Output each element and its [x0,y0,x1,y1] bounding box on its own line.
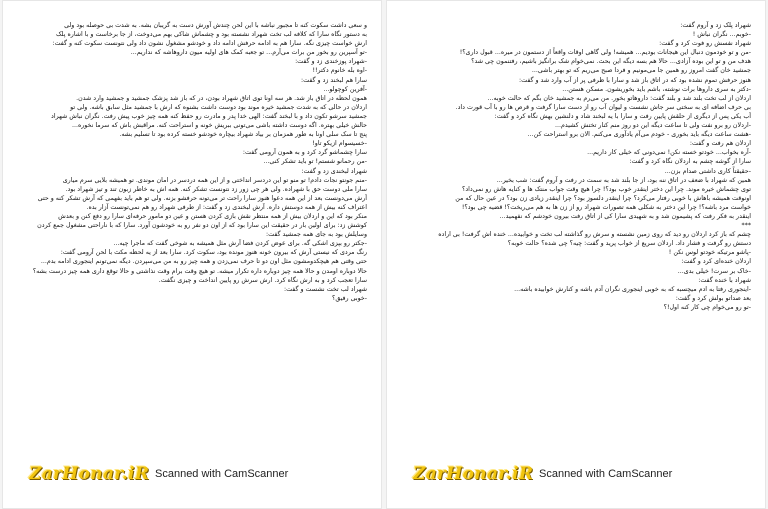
zarhonar-watermark-logo: ZarHonar.iR [413,464,534,484]
page-right-footer [409,464,751,486]
zarhonar-watermark-logo: ZarHonar.iR [29,464,150,484]
camscanner-label: Scanned with CamScanner [539,468,673,480]
camscanner-label: Scanned with CamScanner [155,468,289,480]
page-right [386,0,766,509]
page-right-text: شهراد پلک زد و آروم گفت: -خوبم... نگران نباش ! شهراد نفسش رو فوت کرد و گفت: -من و تو خودمون دنبال این هیجانات بودیم... همیشه! ولی گاهی اوقات واقعاً از دستمون در میره... قبول داری؟! هدف من و تو این بوده آزادی... حالا هم بسه دیگه این بحث. نمی‌خوام شک برانگیز باشیم، رفتنمون چی شد؟ جمشید خان گفت امروز رو همین جا می‌مونیم و فردا صبح می‌ریم که تو بهتر باشی... هنوز حرفش تموم نشده بود که در اتاق باز شد و سارا با ظرفی پر از آب وارد شد و گفت: -دکتر به سری داروها برات نوشته، باشم باید بخوریشون. مسکن هستن... اردلان از لب تخت بلند شد و بلند گفت: داروهاتو بخور. من می‌رم به جمشید خان بگم که حالت خوبه... بی حرف اضافه ای به سختی سر جاش نشست و لیوان آب رو از دست سارا گرفت و قرص ها رو با آب قورت داد. آب یکی پس از دیگری از حلقش پایین رفت و سارا با یه لبخند شاد و دلنشین بهش نگاه کرد و گفت: -اردلان رو برو نفت ولی تا ساعت دیگه این دو روز منم کنار تختش کشیدم... -هشت ساعت دیگه باید بخوری - خودم می‌آم یادآوری می‌کنم. الان برو استراحت کن... اردلان هم رفت و گفت: -آره بخواب... خودتو خسته نکن! نمی‌دونی که خیلی کار داریم... سارا از گوشه چشم به اردلان نگاه کرد و گفت: -حقیقتاً کاری داشتی صدام بزن... همین که شهراد با ضعف در اتاق ننه بود، از جا بلند شد به سمت در رفت و آروم گفت: شب بخیر... توی چشماش خیره موند. چرا این دختر اینقدر خوب بود؟! چرا هیچ وقت جواب منتک ها و کنایه هاش رو نمی‌داد؟ اونوقت همیشه باهاش با خوبی رفتار می‌کرد؟ چرا اینقدر دلسوز بود؟ چرا اینقدر زیادی زن بود؟ در عین حال که من خواست مرد باشه؟! چرا این دختر به شکلی همه تصورات شهراد رو از زن ها به هم می‌ریخت؟! قضیه چی بود؟! اینقدر به فکر رفت که پشیمون شد و به شهیدی سارا کی از اتاق رفت بیرون خودشم که نفهمید... *** چشم که باز کرد اردلان رو دید که روی زمین نشسته و سرش رو گذاشته لب تخت و خوابیده... خنده اش گرفت! بی اراده دستش رو گرفت و فشار داد. اردلان سریع از خواب پرید و گفت: چیه؟ چی شده؟ حالت خوبه؟ -پاشو مرتیکه خودتو لوس نکن ! اردلان خنده‌ای کرد و گفت: -خاک بر سرت! خیلی بدی... شهراد با خنده گفت: -اینجوری رفتا به ادم میچسبه که به خوبی اینجوری نگران آدم باشه و کنارش خوابیده باشه... بعد صدا‌تو بولش کرد و گفت: -تو رو می‌خوام چی کار کنه اول!؟ [438,22,751,311]
page-left [2,0,382,509]
page-left-text: و سعی داشت سکوت کنه تا مجبور نباشه با این لحن چندش آورش دست به گریبان بشه. به شدت بی حوصله بود ولی به دستور نگاه سارا که کلافه لب تخت شهراد نشسته بود و چشماش شاکی بهم می‌دوخت، از جا برخاست و با اشاره پلک ارش خواست چیزی نگه. سارا هم به ادامه حرفش ادامه داد و خودشو مشغول نشون داد ولی نتونست سکوت کنه و گفت: -تو آسپرین رو بخور من برات می‌آرم... تو جعبه کمک های اولیه میون داروهاشه که نداریم... -شهراد پوزخندی زد و گفت: -اوه بله خانوم دکتر!! سارا هم لبخند زد و گفت: -آفرین کوچولو... همون لحظه در اتاق باز شد. هر سه اونا توی اتاق شهراد بودن، در که باز شد پزشک جمشید و جمشید وارد شدن. اردلان در حالی که به شدت جمشید خیره موند بود دوست داشت بشنوه که ارش با جمشید مثل سابق باشه. ولی تو جمشید سرشو تکون داد و با لبخند گفت: الهی خدا پدر و مادرت رو حفظ کنه همه چیز خوب پیش رفت. نگران نباش شهراد حالش خیلی بهتره. اگه دوست داشته باشی می‌تونی ببریش خونه و استراحت کنه. مراقبش باش که سرما نخوره... پنج تا سک سلی اونا به طور همزمان بر بیاد شهراد بیچاره خودشو خسته کرده بود تا تسلیم بشه. -خسیسوام ازیکو تاو! سارا چشماشو گرد کرد و به همون آرومی گفت: -من رحمانو شستم! تو باید تشکر کنی... شهراد لبخندی زد و گفت: -منم جونتو نجات دادم! تو منو تو این دردسر انداختی و از این همه دردسر در امان موندی. تو همیشه بلایی سرم میاری سارا ملی دوست حق با شهراده. ولی هر چی زور زد نتونست تشکر کنه. همه اش به خاطر زبون تند و تیز شهراد بود. آرش می‌دونست بعد از این همه دعوا هنوز سارا راحت تر می‌تونه حرفشو بزنه. ولی تو هم باید بفهمی که آرش تشکر کنه و حتی اعتراف کنه بیش از همه دوستش داره. آرش لبخندی زد و گفت: از طرفی شهراد رو هم نمی‌تونست آزار بده. منکر بود که این و اردلان بیش از همه منتظر نقش بازی کردن هستن و عین دو مامور حرفه‌ای سارا رو دفع کنن و بعدش کوشش زد: برای اولین بار در حقیقت این سارا بود که از اون دو نفر رو به خودشون آورد. سارا که با ناراحتی مشغول جمع کردن وسایلش بود به جای همه جمشید گفت: -جکتر رو بپزی اشکی گه. برای عوض کردن فضا آرش مثل همیشه به شوخی گفت که ماجرا چیه... رنگ مردی که نیستی آرش که بیرون خونه هنوز مونده بود، سکوت کرد. سارا بعد از یه لحظه مکث با لحن آرومی گفت: حتی وقتی هم هیچکدومشون مثل اون دو تا حرف نمی‌زدن و همه چیز رو به من می‌سپردن. دیگه نمی‌تونم اینجوری ادامه بدم... حالا دوباره اومدن و حالا همه چیز دوباره داره تکرار میشه. تو هیچ وقت برام وقت نذاشتی و حالا توقع داری همه چیز درست بشه؟ سارا تعجب کرد و به ارش نگاه کرد. ارش سرش رو پایین انداخت و چیزی نگفت. شهراد لب تخت نشست و گفت: -خوبی رفیق؟ [32,22,367,302]
page-left-footer [25,464,367,486]
